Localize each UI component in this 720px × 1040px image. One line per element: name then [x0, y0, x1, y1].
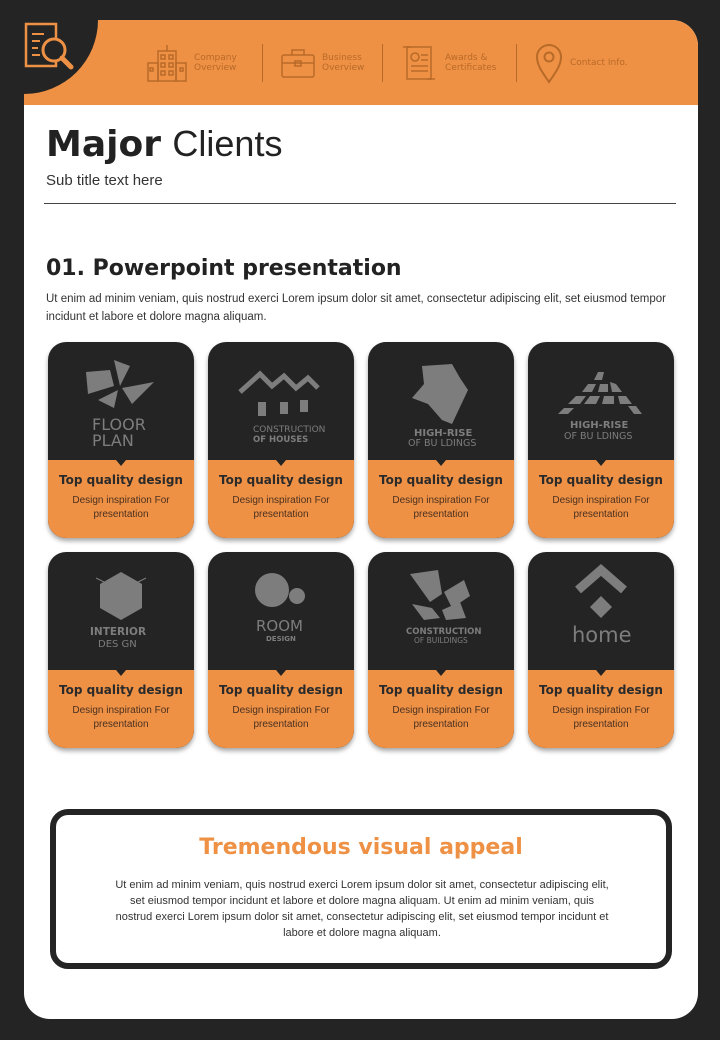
- floor-plan-logo: [48, 342, 194, 460]
- card-title: Top quality design: [59, 683, 183, 697]
- logo-text-line-2: PLAN: [92, 431, 134, 450]
- interior-design-logo: [48, 552, 194, 670]
- client-card: [528, 552, 674, 748]
- card-description: Design inspiration For presentation: [552, 495, 650, 520]
- construction-buildings-logo: [368, 552, 514, 670]
- card-description: Design inspiration For presentation: [392, 495, 490, 520]
- card-title: Top quality design: [539, 473, 663, 487]
- top-navigation-bar: [24, 20, 698, 105]
- building-icon: [146, 43, 188, 83]
- logo-text-line-2: DESIGN: [266, 635, 296, 643]
- logo-text-line-1: home: [572, 623, 632, 647]
- card-notch: [436, 670, 446, 676]
- section-title: 01. Powerpoint presentation: [46, 256, 402, 281]
- logo-text-line-1: HIGH-RISE: [414, 428, 473, 439]
- card-title: Top quality design: [379, 473, 503, 487]
- card-description: Design inspiration For presentation: [232, 705, 330, 730]
- client-card: [48, 342, 194, 538]
- briefcase-icon: [280, 43, 316, 83]
- page-sheet: [24, 20, 698, 1019]
- logo-text-line-1: HIGH-RISE: [570, 420, 629, 431]
- client-card: [48, 552, 194, 748]
- logo-text-line-2: OF BUILDINGS: [414, 636, 468, 645]
- construction-houses-logo: [208, 342, 354, 460]
- home-logo: [528, 552, 674, 670]
- title-divider: [44, 203, 676, 204]
- card-notch: [276, 670, 286, 676]
- high-rise-buildings-logo: [368, 342, 514, 460]
- title-light: Clients: [172, 123, 283, 164]
- card-notch: [596, 670, 606, 676]
- client-card: [528, 342, 674, 538]
- logo-text-line-2: DES GN: [98, 639, 137, 650]
- client-card: [208, 552, 354, 748]
- nav-divider: [516, 44, 517, 82]
- client-card: [368, 342, 514, 538]
- page-subtitle: Sub title text here: [46, 172, 163, 189]
- section-body: Ut enim ad minim veniam, quis nostrud exerci Lorem ipsum dolor sit amet, consectetur adipiscing elit, set eiusmod tempor incidunt et labore et dolore magna aliquam.: [46, 293, 666, 323]
- certificate-icon: [401, 43, 439, 83]
- nav-divider: [262, 44, 263, 82]
- card-notch: [276, 460, 286, 466]
- client-card: [368, 552, 514, 748]
- card-description: Design inspiration For presentation: [552, 705, 650, 730]
- card-description: Design inspiration For presentation: [72, 495, 170, 520]
- nav-divider: [382, 44, 383, 82]
- card-title: Top quality design: [379, 683, 503, 697]
- card-title: Top quality design: [219, 473, 343, 487]
- nav-contact-info[interactable]: [534, 20, 640, 105]
- nav-awards-certificates[interactable]: [401, 20, 505, 105]
- card-notch: [116, 460, 126, 466]
- nav-business-overview[interactable]: [280, 20, 382, 105]
- callout-title: Tremendous visual appeal: [199, 835, 523, 860]
- callout-body: Ut enim ad minim veniam, quis nostrud exerci Lorem ipsum dolor sit amet, consectetur adipiscing elit, set eiusmod tempor incidunt et labore et dolore magna aliquam. Ut enim ad minim veniam, quis nostrud exerci Lorem ipsum dolor sit amet, consectetur adipiscing elit, set eiusmod tempor incidunt et labore et dolore magna aliquam.: [115, 879, 609, 939]
- title-bold: Major: [46, 124, 161, 165]
- nav-label-company-overview: Company Overview: [194, 52, 237, 73]
- corner-badge: [24, 20, 98, 94]
- logo-text-line-1: INTERIOR: [90, 626, 147, 638]
- logo-text-line-1: FLOOR: [92, 415, 146, 434]
- card-title: Top quality design: [59, 473, 183, 487]
- room-design-logo: [208, 552, 354, 670]
- logo-text-line-2: OF BU LDINGS: [564, 431, 633, 442]
- logo-text-line-2: OF HOUSES: [253, 435, 309, 445]
- location-pin-icon: [534, 42, 564, 84]
- nav-label-awards-certificates: Awards & Certificates: [445, 52, 497, 73]
- nav-label-contact-info: Contact Info.: [570, 57, 628, 68]
- callout-box: [50, 809, 672, 969]
- nav-company-overview[interactable]: [146, 20, 254, 105]
- high-rise-buildings-logo-2: [528, 342, 674, 460]
- nav-label-business-overview: Business Overview: [322, 52, 365, 73]
- card-description: Design inspiration For presentation: [232, 495, 330, 520]
- logo-text-line-1: CONSTRUCTION: [253, 425, 326, 435]
- card-notch: [436, 460, 446, 466]
- logo-text-line-1: ROOM: [256, 617, 303, 635]
- card-notch: [596, 460, 606, 466]
- card-notch: [116, 670, 126, 676]
- document-search-icon: [24, 22, 84, 78]
- card-title: Top quality design: [539, 683, 663, 697]
- card-title: Top quality design: [219, 683, 343, 697]
- client-card: [208, 342, 354, 538]
- logo-text-line-1: CONSTRUCTION: [406, 627, 482, 637]
- logo-text-line-2: OF BU LDINGS: [408, 438, 477, 449]
- card-description: Design inspiration For presentation: [392, 705, 490, 730]
- page-title: [46, 123, 282, 165]
- card-description: Design inspiration For presentation: [72, 705, 170, 730]
